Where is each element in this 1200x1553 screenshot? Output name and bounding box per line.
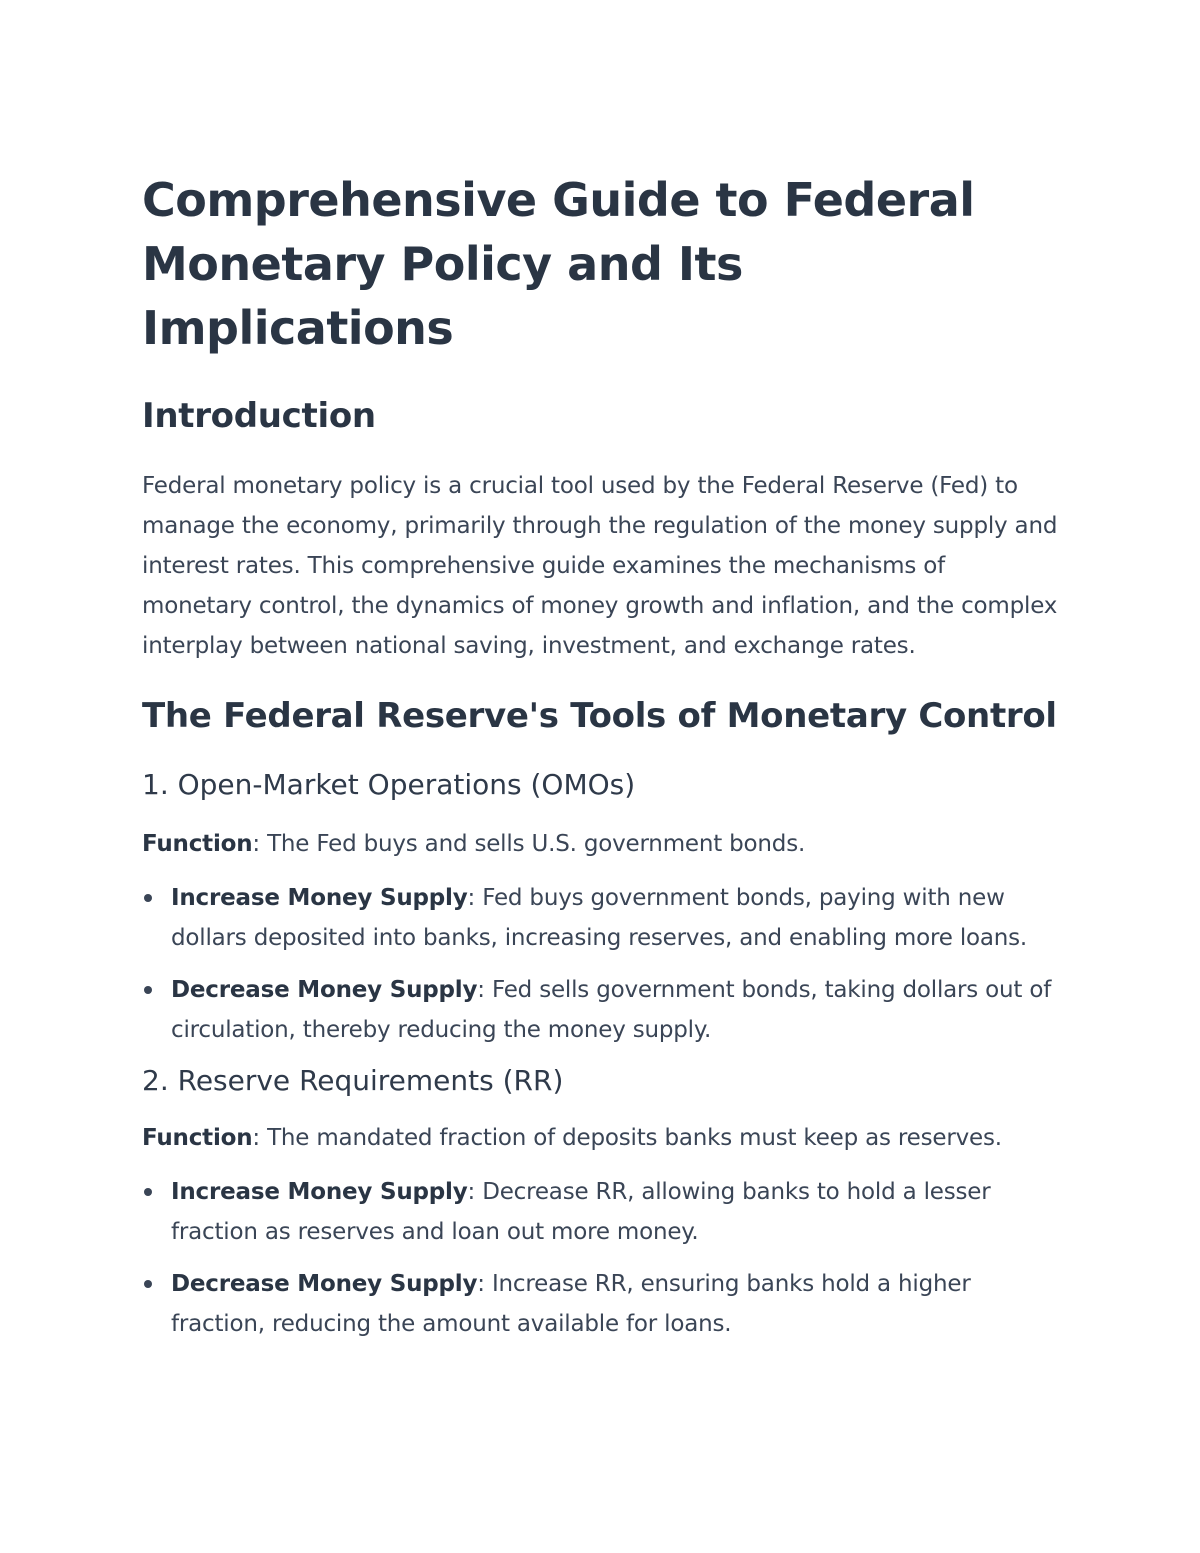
- bullet-text: : Decrease RR, allowing banks to hold a lesser fraction as reserves and loan out more money.: [171, 1179, 991, 1245]
- rr-function-label: Function: [142, 1125, 253, 1151]
- omo-function: [142, 824, 1060, 864]
- introduction-heading: Introduction: [142, 396, 376, 436]
- omo-function-text: : The Fed buys and sells U.S. government bonds.: [252, 831, 806, 857]
- rr-heading: 2. Reserve Requirements (RR): [142, 1064, 564, 1097]
- rr-function: [142, 1118, 1060, 1158]
- introduction-paragraph: Federal monetary policy is a crucial tool used by the Federal Reserve (Fed) to manage the economy, primarily through the regulation of the money supply and interest rates. This comprehensive guide examines the mechanisms of monetary control, the dynamics of money growth and inflation, and the complex interplay between national saving, investment, and exchange rates.: [142, 473, 1058, 659]
- bullet-icon: [144, 894, 152, 902]
- bullet-text: : Fed sells government bonds, taking dollars out of circulation, thereby reducing the money supply.: [171, 977, 1052, 1043]
- bullet-icon: [144, 1188, 152, 1196]
- omo-heading: 1. Open-Market Operations (OMOs): [142, 768, 636, 801]
- document-title: Comprehensive Guide to Federal Monetary Policy and Its Implications: [142, 173, 975, 355]
- tools-heading: The Federal Reserve's Tools of Monetary Control: [142, 696, 1057, 736]
- bullet-lead: Increase Money Supply: [171, 885, 468, 911]
- bullet-icon: [144, 1280, 152, 1288]
- bullet-lead: Decrease Money Supply: [171, 1271, 478, 1297]
- bullet-text: : Increase RR, ensuring banks hold a higher fraction, reducing the amount available for loans.: [171, 1271, 971, 1337]
- rr-function-text: : The mandated fraction of deposits banks must keep as reserves.: [252, 1125, 1002, 1151]
- omo-function-label: Function: [142, 831, 253, 857]
- bullet-lead: Increase Money Supply: [171, 1179, 468, 1205]
- list-item: [142, 1264, 1060, 1344]
- list-item: [142, 970, 1060, 1050]
- list-item: [142, 1172, 1060, 1252]
- list-item: [142, 878, 1060, 958]
- bullet-text: : Fed buys government bonds, paying with new dollars deposited into banks, increasing reserves, and enabling more loans.: [171, 885, 1028, 951]
- omo-bullet-list: [142, 878, 1060, 1050]
- bullet-icon: [144, 986, 152, 994]
- bullet-lead: Decrease Money Supply: [171, 977, 478, 1003]
- rr-bullet-list: [142, 1172, 1060, 1344]
